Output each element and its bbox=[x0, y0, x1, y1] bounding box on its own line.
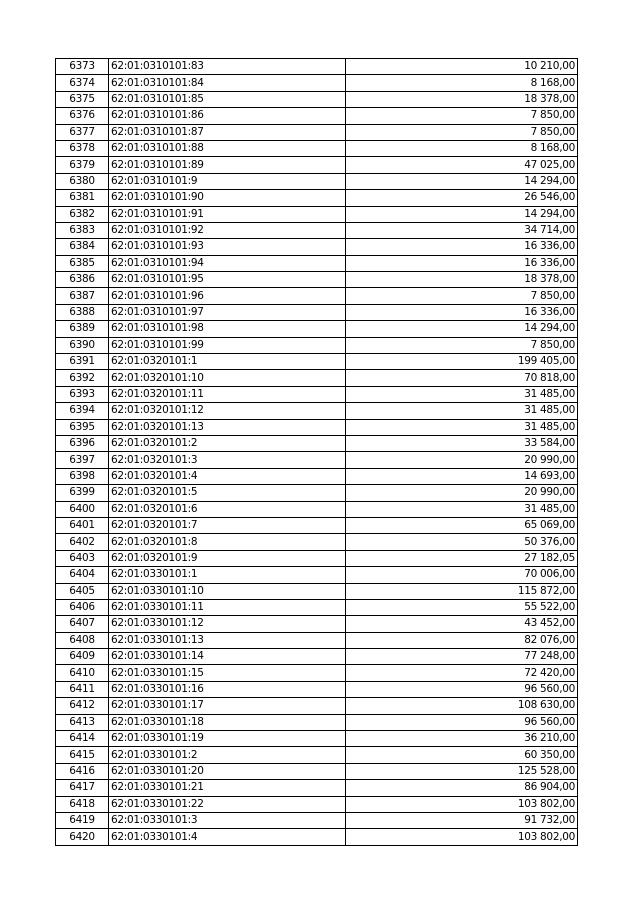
cadastral-number-cell: 62:01:0320101:4 bbox=[109, 468, 346, 484]
table-row bbox=[56, 468, 578, 484]
cadastral-value-cell: 91 732,00 bbox=[346, 812, 578, 828]
row-number-cell: 6396 bbox=[56, 435, 109, 451]
cadastral-value-cell: 8 168,00 bbox=[346, 75, 578, 91]
row-number-cell: 6388 bbox=[56, 304, 109, 320]
table-row bbox=[56, 698, 578, 714]
table-row bbox=[56, 386, 578, 402]
cadastral-value-cell: 16 336,00 bbox=[346, 304, 578, 320]
cadastral-number-cell: 62:01:0330101:20 bbox=[109, 763, 346, 779]
cadastral-number-cell: 62:01:0330101:19 bbox=[109, 731, 346, 747]
cadastral-value-cell: 60 350,00 bbox=[346, 747, 578, 763]
row-number-cell: 6416 bbox=[56, 763, 109, 779]
row-number-cell: 6383 bbox=[56, 222, 109, 238]
cadastral-number-cell: 62:01:0330101:22 bbox=[109, 796, 346, 812]
cadastral-value-cell: 70 818,00 bbox=[346, 370, 578, 386]
cadastral-number-cell: 62:01:0310101:83 bbox=[109, 59, 346, 75]
table-row bbox=[56, 370, 578, 386]
row-number-cell: 6384 bbox=[56, 239, 109, 255]
row-number-cell: 6377 bbox=[56, 124, 109, 140]
cadastral-number-cell: 62:01:0320101:10 bbox=[109, 370, 346, 386]
cadastral-number-cell: 62:01:0330101:12 bbox=[109, 616, 346, 632]
cadastral-value-cell: 72 420,00 bbox=[346, 665, 578, 681]
cadastral-value-cell: 16 336,00 bbox=[346, 255, 578, 271]
cadastral-value-cell: 18 378,00 bbox=[346, 91, 578, 107]
row-number-cell: 6386 bbox=[56, 272, 109, 288]
row-number-cell: 6392 bbox=[56, 370, 109, 386]
cadastral-value-cell: 65 069,00 bbox=[346, 517, 578, 533]
table-row bbox=[56, 632, 578, 648]
row-number-cell: 6419 bbox=[56, 812, 109, 828]
cadastral-number-cell: 62:01:0320101:8 bbox=[109, 534, 346, 550]
cadastral-value-cell: 50 376,00 bbox=[346, 534, 578, 550]
cadastral-number-cell: 62:01:0330101:1 bbox=[109, 567, 346, 583]
cadastral-number-cell: 62:01:0330101:14 bbox=[109, 649, 346, 665]
row-number-cell: 6410 bbox=[56, 665, 109, 681]
cadastral-value-cell: 20 990,00 bbox=[346, 452, 578, 468]
table-row bbox=[56, 763, 578, 779]
cadastral-value-table bbox=[55, 58, 578, 846]
row-number-cell: 6380 bbox=[56, 173, 109, 189]
cadastral-value-cell: 27 182,05 bbox=[346, 550, 578, 566]
row-number-cell: 6399 bbox=[56, 485, 109, 501]
row-number-cell: 6418 bbox=[56, 796, 109, 812]
cadastral-value-cell: 10 210,00 bbox=[346, 59, 578, 75]
table-row bbox=[56, 108, 578, 124]
cadastral-value-cell: 86 904,00 bbox=[346, 780, 578, 796]
table-row bbox=[56, 321, 578, 337]
table-row bbox=[56, 812, 578, 828]
table-row bbox=[56, 599, 578, 615]
table-row bbox=[56, 75, 578, 91]
cadastral-number-cell: 62:01:0320101:9 bbox=[109, 550, 346, 566]
row-number-cell: 6390 bbox=[56, 337, 109, 353]
cadastral-number-cell: 62:01:0320101:5 bbox=[109, 485, 346, 501]
table-row bbox=[56, 731, 578, 747]
cadastral-value-cell: 31 485,00 bbox=[346, 501, 578, 517]
cadastral-value-cell: 33 584,00 bbox=[346, 435, 578, 451]
cadastral-value-cell: 14 294,00 bbox=[346, 173, 578, 189]
cadastral-number-cell: 62:01:0320101:13 bbox=[109, 419, 346, 435]
table-row bbox=[56, 485, 578, 501]
cadastral-number-cell: 62:01:0310101:88 bbox=[109, 140, 346, 156]
table-row bbox=[56, 272, 578, 288]
table-row bbox=[56, 206, 578, 222]
cadastral-value-cell: 16 336,00 bbox=[346, 239, 578, 255]
cadastral-number-cell: 62:01:0320101:1 bbox=[109, 354, 346, 370]
row-number-cell: 6381 bbox=[56, 190, 109, 206]
cadastral-value-cell: 7 850,00 bbox=[346, 108, 578, 124]
table-row bbox=[56, 714, 578, 730]
cadastral-number-cell: 62:01:0320101:2 bbox=[109, 435, 346, 451]
table-row bbox=[56, 747, 578, 763]
table-row bbox=[56, 501, 578, 517]
cadastral-value-cell: 14 693,00 bbox=[346, 468, 578, 484]
cadastral-value-cell: 7 850,00 bbox=[346, 288, 578, 304]
cadastral-value-cell: 103 802,00 bbox=[346, 829, 578, 845]
row-number-cell: 6397 bbox=[56, 452, 109, 468]
table-row bbox=[56, 288, 578, 304]
row-number-cell: 6375 bbox=[56, 91, 109, 107]
table-row bbox=[56, 173, 578, 189]
cadastral-number-cell: 62:01:0330101:3 bbox=[109, 812, 346, 828]
cadastral-number-cell: 62:01:0310101:95 bbox=[109, 272, 346, 288]
row-number-cell: 6382 bbox=[56, 206, 109, 222]
cadastral-value-cell: 108 630,00 bbox=[346, 698, 578, 714]
row-number-cell: 6395 bbox=[56, 419, 109, 435]
table-row bbox=[56, 91, 578, 107]
row-number-cell: 6373 bbox=[56, 59, 109, 75]
table-row bbox=[56, 796, 578, 812]
row-number-cell: 6374 bbox=[56, 75, 109, 91]
table-row bbox=[56, 649, 578, 665]
row-number-cell: 6414 bbox=[56, 731, 109, 747]
cadastral-number-cell: 62:01:0310101:94 bbox=[109, 255, 346, 271]
row-number-cell: 6376 bbox=[56, 108, 109, 124]
row-number-cell: 6378 bbox=[56, 140, 109, 156]
cadastral-value-cell: 36 210,00 bbox=[346, 731, 578, 747]
cadastral-number-cell: 62:01:0310101:86 bbox=[109, 108, 346, 124]
cadastral-number-cell: 62:01:0330101:2 bbox=[109, 747, 346, 763]
table-row bbox=[56, 435, 578, 451]
cadastral-number-cell: 62:01:0310101:98 bbox=[109, 321, 346, 337]
cadastral-value-cell: 82 076,00 bbox=[346, 632, 578, 648]
cadastral-value-cell: 199 405,00 bbox=[346, 354, 578, 370]
row-number-cell: 6407 bbox=[56, 616, 109, 632]
cadastral-value-cell: 31 485,00 bbox=[346, 419, 578, 435]
table-row bbox=[56, 583, 578, 599]
cadastral-number-cell: 62:01:0320101:7 bbox=[109, 517, 346, 533]
cadastral-number-cell: 62:01:0310101:99 bbox=[109, 337, 346, 353]
cadastral-number-cell: 62:01:0330101:18 bbox=[109, 714, 346, 730]
table-body bbox=[56, 59, 578, 846]
row-number-cell: 6398 bbox=[56, 468, 109, 484]
table-row bbox=[56, 665, 578, 681]
table-row bbox=[56, 157, 578, 173]
table-row bbox=[56, 550, 578, 566]
cadastral-number-cell: 62:01:0310101:84 bbox=[109, 75, 346, 91]
table-row bbox=[56, 124, 578, 140]
cadastral-value-cell: 26 546,00 bbox=[346, 190, 578, 206]
cadastral-value-cell: 7 850,00 bbox=[346, 124, 578, 140]
cadastral-number-cell: 62:01:0310101:93 bbox=[109, 239, 346, 255]
table-row bbox=[56, 59, 578, 75]
row-number-cell: 6408 bbox=[56, 632, 109, 648]
cadastral-number-cell: 62:01:0320101:6 bbox=[109, 501, 346, 517]
cadastral-number-cell: 62:01:0330101:10 bbox=[109, 583, 346, 599]
cadastral-number-cell: 62:01:0330101:11 bbox=[109, 599, 346, 615]
cadastral-value-cell: 96 560,00 bbox=[346, 714, 578, 730]
row-number-cell: 6401 bbox=[56, 517, 109, 533]
cadastral-value-cell: 8 168,00 bbox=[346, 140, 578, 156]
table-row bbox=[56, 567, 578, 583]
cadastral-number-cell: 62:01:0310101:92 bbox=[109, 222, 346, 238]
cadastral-number-cell: 62:01:0330101:13 bbox=[109, 632, 346, 648]
cadastral-number-cell: 62:01:0320101:11 bbox=[109, 386, 346, 402]
row-number-cell: 6389 bbox=[56, 321, 109, 337]
table-row bbox=[56, 239, 578, 255]
cadastral-value-cell: 70 006,00 bbox=[346, 567, 578, 583]
cadastral-value-cell: 14 294,00 bbox=[346, 206, 578, 222]
table-row bbox=[56, 140, 578, 156]
table-row bbox=[56, 419, 578, 435]
row-number-cell: 6409 bbox=[56, 649, 109, 665]
row-number-cell: 6403 bbox=[56, 550, 109, 566]
table-row bbox=[56, 616, 578, 632]
row-number-cell: 6393 bbox=[56, 386, 109, 402]
cadastral-value-cell: 20 990,00 bbox=[346, 485, 578, 501]
row-number-cell: 6413 bbox=[56, 714, 109, 730]
row-number-cell: 6404 bbox=[56, 567, 109, 583]
cadastral-value-cell: 18 378,00 bbox=[346, 272, 578, 288]
cadastral-number-cell: 62:01:0310101:85 bbox=[109, 91, 346, 107]
row-number-cell: 6394 bbox=[56, 403, 109, 419]
row-number-cell: 6412 bbox=[56, 698, 109, 714]
cadastral-value-cell: 7 850,00 bbox=[346, 337, 578, 353]
table-row bbox=[56, 681, 578, 697]
cadastral-value-cell: 77 248,00 bbox=[346, 649, 578, 665]
table-row bbox=[56, 403, 578, 419]
table-row bbox=[56, 190, 578, 206]
table-row bbox=[56, 452, 578, 468]
table-row bbox=[56, 829, 578, 845]
cadastral-value-cell: 31 485,00 bbox=[346, 403, 578, 419]
cadastral-number-cell: 62:01:0310101:90 bbox=[109, 190, 346, 206]
row-number-cell: 6379 bbox=[56, 157, 109, 173]
cadastral-value-cell: 14 294,00 bbox=[346, 321, 578, 337]
cadastral-number-cell: 62:01:0330101:4 bbox=[109, 829, 346, 845]
table-row bbox=[56, 780, 578, 796]
cadastral-value-cell: 96 560,00 bbox=[346, 681, 578, 697]
cadastral-value-cell: 34 714,00 bbox=[346, 222, 578, 238]
table-row bbox=[56, 304, 578, 320]
row-number-cell: 6411 bbox=[56, 681, 109, 697]
row-number-cell: 6391 bbox=[56, 354, 109, 370]
cadastral-value-cell: 115 872,00 bbox=[346, 583, 578, 599]
cadastral-number-cell: 62:01:0310101:91 bbox=[109, 206, 346, 222]
cadastral-value-cell: 103 802,00 bbox=[346, 796, 578, 812]
row-number-cell: 6420 bbox=[56, 829, 109, 845]
row-number-cell: 6417 bbox=[56, 780, 109, 796]
cadastral-number-cell: 62:01:0310101:89 bbox=[109, 157, 346, 173]
cadastral-number-cell: 62:01:0320101:3 bbox=[109, 452, 346, 468]
row-number-cell: 6385 bbox=[56, 255, 109, 271]
cadastral-number-cell: 62:01:0310101:87 bbox=[109, 124, 346, 140]
cadastral-value-cell: 125 528,00 bbox=[346, 763, 578, 779]
cadastral-number-cell: 62:01:0330101:16 bbox=[109, 681, 346, 697]
cadastral-value-cell: 31 485,00 bbox=[346, 386, 578, 402]
table-row bbox=[56, 534, 578, 550]
cadastral-number-cell: 62:01:0330101:21 bbox=[109, 780, 346, 796]
cadastral-value-cell: 43 452,00 bbox=[346, 616, 578, 632]
table-row bbox=[56, 337, 578, 353]
cadastral-value-cell: 47 025,00 bbox=[346, 157, 578, 173]
row-number-cell: 6405 bbox=[56, 583, 109, 599]
cadastral-number-cell: 62:01:0320101:12 bbox=[109, 403, 346, 419]
cadastral-number-cell: 62:01:0310101:97 bbox=[109, 304, 346, 320]
row-number-cell: 6387 bbox=[56, 288, 109, 304]
cadastral-number-cell: 62:01:0330101:17 bbox=[109, 698, 346, 714]
cadastral-number-cell: 62:01:0310101:9 bbox=[109, 173, 346, 189]
table-row bbox=[56, 222, 578, 238]
row-number-cell: 6415 bbox=[56, 747, 109, 763]
table-row bbox=[56, 517, 578, 533]
cadastral-number-cell: 62:01:0310101:96 bbox=[109, 288, 346, 304]
table-row bbox=[56, 255, 578, 271]
row-number-cell: 6406 bbox=[56, 599, 109, 615]
cadastral-value-cell: 55 522,00 bbox=[346, 599, 578, 615]
row-number-cell: 6402 bbox=[56, 534, 109, 550]
table-row bbox=[56, 354, 578, 370]
row-number-cell: 6400 bbox=[56, 501, 109, 517]
cadastral-number-cell: 62:01:0330101:15 bbox=[109, 665, 346, 681]
